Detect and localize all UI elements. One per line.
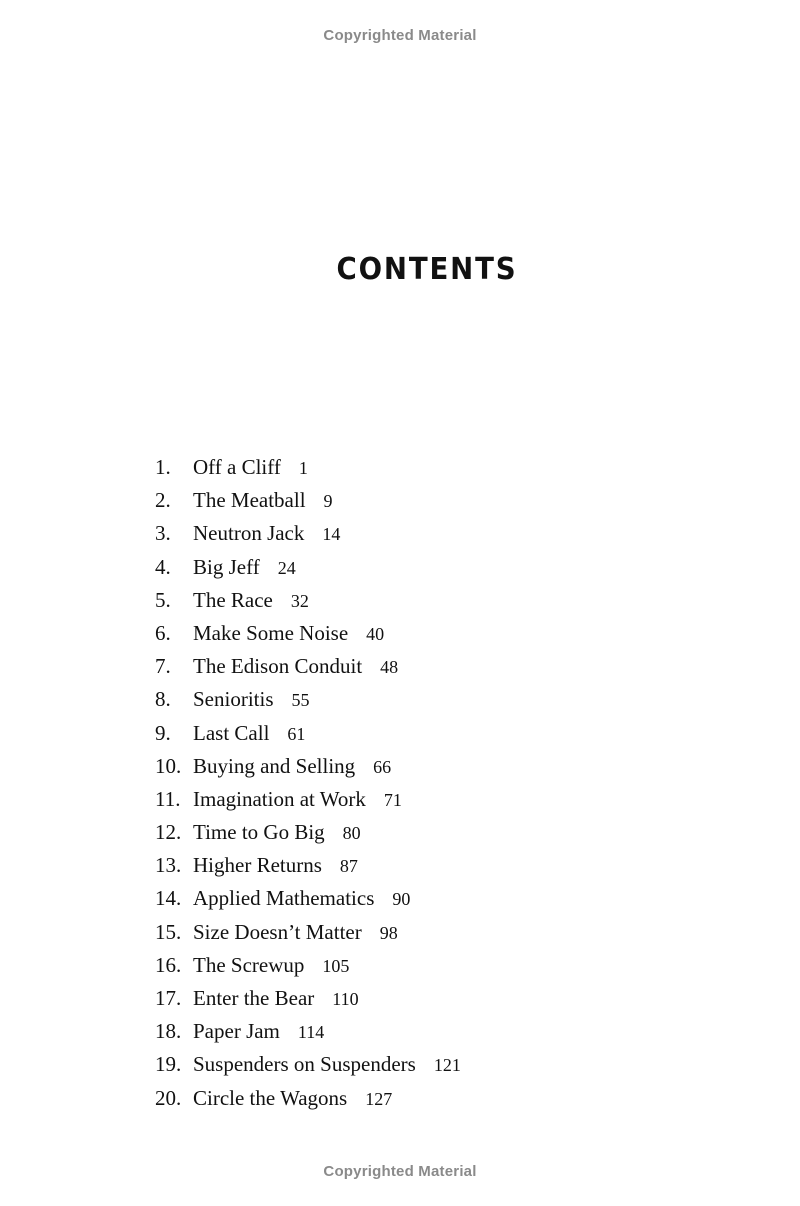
chapter-number: 11. (155, 786, 181, 811)
chapter-number: 2. (155, 488, 171, 513)
chapter-title: Suspenders on Suspenders (193, 1052, 416, 1077)
chapter-number: 4. (155, 554, 171, 579)
chapter-title: The Edison Conduit (193, 654, 363, 679)
toc-entry[interactable] (155, 1015, 461, 1048)
page-number: 61 (287, 723, 306, 744)
chapter-number: 3. (155, 521, 171, 546)
toc-entry[interactable] (155, 849, 461, 882)
page-number: 48 (380, 657, 399, 678)
chapter-number: 20. (155, 1085, 182, 1110)
table-of-contents (155, 451, 461, 1115)
chapter-number: 14. (155, 886, 182, 911)
page-number: 66 (373, 756, 392, 777)
toc-entry[interactable] (155, 517, 461, 550)
contents-heading: CONTENTS (336, 252, 518, 287)
toc-entry[interactable] (155, 882, 461, 915)
chapter-number: 17. (155, 986, 182, 1010)
chapter-number: 9. (155, 720, 171, 745)
chapter-title: The Screwup (193, 952, 305, 977)
page-number: 1 (298, 458, 308, 478)
chapter-title: Make Some Noise (193, 620, 349, 645)
chapter-title: Off a Cliff (193, 455, 281, 479)
toc-entry[interactable] (155, 750, 461, 783)
chapter-title: Neutron Jack (193, 521, 305, 546)
copyright-watermark-bottom: Copyrighted Material (323, 1163, 477, 1180)
toc-entry[interactable] (155, 717, 461, 750)
toc-entry[interactable] (155, 650, 461, 683)
chapter-number: 13. (155, 853, 182, 878)
chapter-title: Higher Returns (193, 853, 322, 878)
chapter-title: Time to Go Big (193, 820, 325, 845)
chapter-title: Buying and Selling (193, 753, 356, 778)
toc-entry[interactable] (155, 484, 461, 517)
copyright-watermark-top: Copyrighted Material (323, 27, 477, 44)
chapter-number: 15. (155, 919, 182, 944)
toc-entry[interactable] (155, 1048, 461, 1081)
toc-entry[interactable] (155, 982, 461, 1015)
chapter-number: 6. (155, 620, 171, 645)
toc-entry[interactable] (155, 916, 461, 949)
page-number: 90 (392, 889, 411, 910)
page-number: 87 (339, 856, 358, 877)
chapter-number: 16. (155, 952, 182, 977)
page-number: 121 (433, 1055, 461, 1076)
toc-entry[interactable] (155, 551, 461, 584)
toc-entry[interactable] (155, 816, 461, 849)
chapter-title: Imagination at Work (193, 786, 366, 811)
page-number: 24 (277, 557, 296, 578)
page-number: 110 (332, 989, 359, 1009)
page-number: 71 (383, 789, 402, 810)
page-number: 105 (322, 955, 350, 976)
page-number: 127 (365, 1088, 393, 1109)
page-number: 55 (291, 690, 310, 711)
chapter-number: 10. (155, 753, 182, 778)
page-number: 14 (322, 524, 341, 545)
page-number: 80 (342, 823, 361, 844)
page-number: 40 (366, 623, 385, 644)
chapter-number: 8. (155, 687, 171, 712)
chapter-title: Enter the Bear (193, 986, 315, 1010)
chapter-title: The Race (193, 587, 273, 612)
toc-entry[interactable] (155, 683, 461, 716)
toc-entry[interactable] (155, 617, 461, 650)
chapter-title: Applied Mathematics (193, 886, 375, 911)
chapter-number: 18. (155, 1019, 182, 1044)
toc-entry[interactable] (155, 783, 461, 816)
page-number: 114 (297, 1022, 325, 1043)
toc-entry[interactable] (155, 949, 461, 982)
chapter-title: Size Doesn’t Matter (193, 919, 362, 944)
chapter-title: Senioritis (193, 687, 274, 712)
chapter-title: Big Jeff (193, 554, 260, 579)
chapter-number: 12. (155, 820, 182, 845)
chapter-number: 19. (155, 1052, 182, 1077)
toc-entry[interactable] (155, 451, 461, 484)
chapter-number: 1. (155, 455, 171, 479)
toc-entry[interactable] (155, 584, 461, 617)
chapter-title: Last Call (193, 720, 270, 745)
toc-entry[interactable] (155, 1082, 461, 1115)
page-number: 98 (379, 922, 398, 943)
chapter-number: 7. (155, 654, 171, 679)
page-number: 9 (323, 491, 333, 512)
chapter-number: 5. (155, 587, 171, 612)
page-number: 32 (290, 590, 309, 611)
chapter-title: The Meatball (193, 488, 306, 513)
chapter-title: Paper Jam (193, 1019, 280, 1044)
chapter-title: Circle the Wagons (193, 1085, 348, 1110)
